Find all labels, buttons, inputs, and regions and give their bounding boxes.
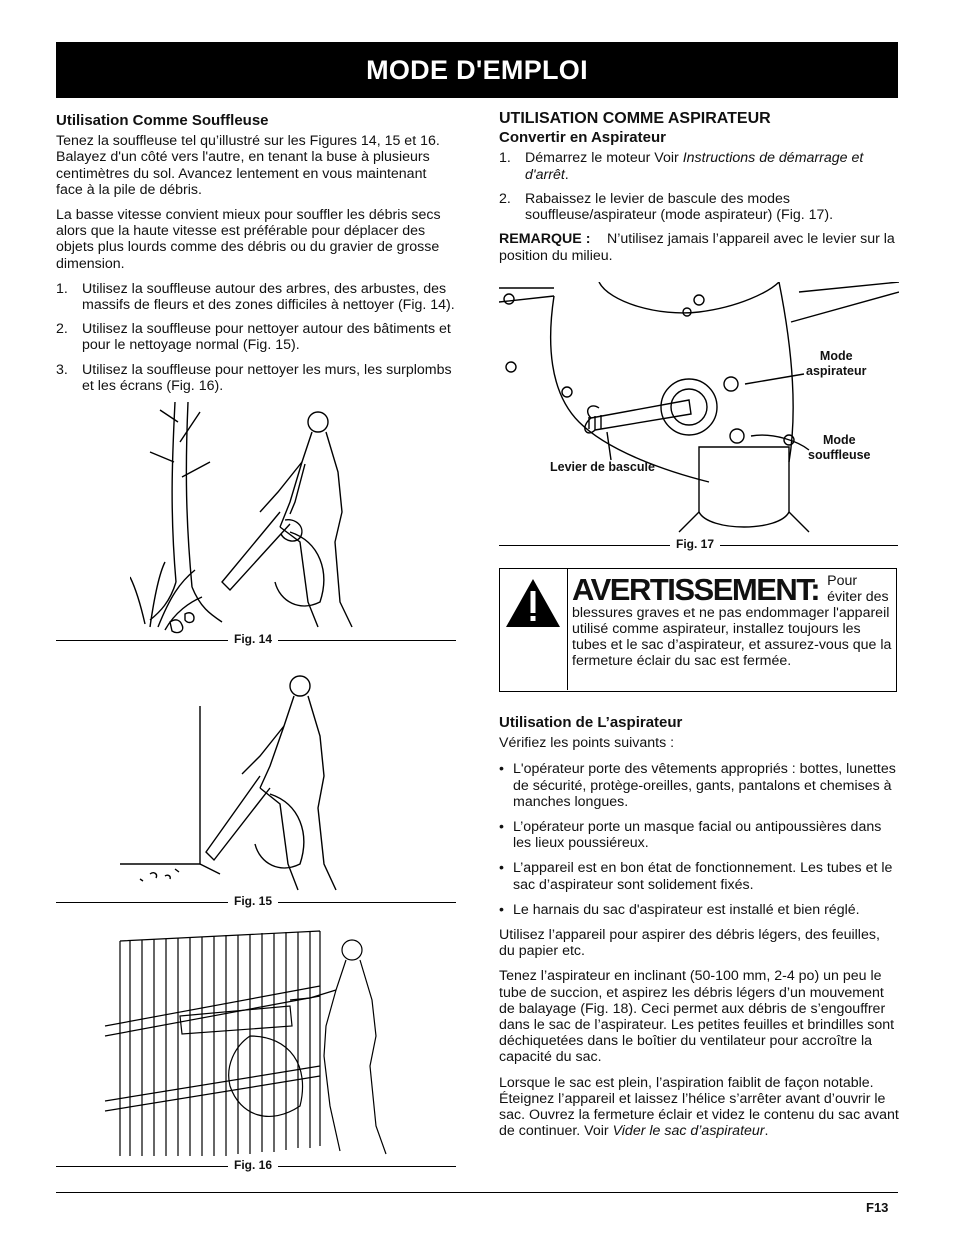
callout-mode-aspirateur: Mode aspirateur <box>806 349 867 378</box>
warning-box <box>499 568 897 692</box>
note-text: N’utilisez jamais l’appareil avec le levier sur la position du milieu. <box>499 231 895 264</box>
usage-para-c: Lorsque le sac est plein, l’aspiration faiblit de façon notable. Éteignez l’appareil et laissez l’hélice s’arrêter avant d’ouvrir le sac. Ouvrez la fermeture éclair et videz le contenu du sac avant de continuer. Voir Vider le sac d’aspirateur. <box>499 1074 899 1140</box>
fig14-illustration <box>130 402 380 638</box>
warning-triangle-icon <box>500 569 566 690</box>
list-item: 2. Utilisez la souffleuse pour nettoyer autour des bâtiments et pour le nettoyage normal (Fig. 15). <box>56 321 451 354</box>
fig17-illustration <box>499 282 899 544</box>
warning-icon-cell <box>500 569 568 690</box>
fig14-caption: Fig. 14 <box>228 632 278 646</box>
callout-mode-souffleuse: Mode souffleuse <box>808 433 871 462</box>
list-item: 3. Utilisez la souffleuse pour nettoyer les murs, les surplombs et les écrans (Fig. 16). <box>56 361 452 394</box>
convert-step-1: 1. Démarrez le moteur Voir Instructions de démarrage et d'arrêt. <box>499 150 864 183</box>
right-column-bottom <box>499 715 899 1148</box>
list-item: • Le harnais du sac d'aspirateur est installé et bien réglé. <box>499 901 860 918</box>
banner-title: MODE D'EMPLOI <box>366 54 588 85</box>
check-intro: Vérifiez les points suivants : <box>499 735 675 752</box>
right-column-top <box>499 111 899 264</box>
usage-para-a: Utilisez l’appareil pour aspirer des débris légers, des feuilles, du papier etc. <box>499 927 880 960</box>
vacuum-heading: UTILISATION COMME ASPIRATEUR <box>499 110 771 127</box>
convert-subheading: Convertir en Aspirateur <box>499 129 666 147</box>
blower-steps <box>56 281 456 394</box>
usage-heading: Utilisation de L’aspirateur <box>499 714 683 731</box>
left-column <box>56 113 456 402</box>
warning-body: Pour éviter des blessures graves et ne pas endommager l'appareil utilisé comme aspirateur, installez toujours les tubes et le sac d’aspirateur, et assurez-vous que la fermeture éclair du sac est fermée. <box>572 573 892 669</box>
warning-text <box>572 573 894 669</box>
fig16-caption: Fig. 16 <box>228 1158 278 1172</box>
convert-step-2: 2. Rabaissez le levier de bascule des modes souffleuse/aspirateur (mode aspirateur) (Fig. 17). <box>499 190 834 224</box>
fig15-illustration <box>120 664 360 900</box>
warning-heading: AVERTISSEMENT: <box>572 572 820 607</box>
fig16-illustration <box>100 926 390 1160</box>
list-item: 1. Utilisez la souffleuse autour des arbres, des arbustes, des massifs de fleurs et des zones difficiles à nettoyer (Fig. 14). <box>56 280 455 314</box>
list-item: • L’appareil est en bon état de fonctionnement. Les tubes et le sac d’aspirateur sont solidement fixés. <box>499 860 893 893</box>
callout-levier: Levier de bascule <box>550 460 655 474</box>
list-item: • L’opérateur porte un masque facial ou antipoussières dans les lieux poussiéreux. <box>499 819 882 852</box>
blower-para-1: Tenez la souffleuse tel qu’illustré sur les Figures 14, 15 et 16. Balayez d'un côté vers l'autre, en tenant la buse à plusieurs centimètres du sol. Avancez lentement en vous maintenant face à la pile de débris. <box>56 133 440 198</box>
fig17-caption: Fig. 17 <box>670 537 720 551</box>
blower-para-2: La basse vitesse convient mieux pour souffler les débris secs alors que la haute vitesse est préférable pour déplacer des objets plus lourds comme des débris ou du gravier de grosse dimension. <box>56 207 441 272</box>
section-banner <box>56 42 898 98</box>
check-list <box>499 761 899 918</box>
fig15-caption: Fig. 15 <box>228 894 278 908</box>
list-item: • L'opérateur porte des vêtements appropriés : bottes, lunettes de sécurité, protège-oreilles, gants, pantalons et chemises à manches longues. <box>499 761 896 810</box>
footer-rule <box>56 1192 898 1193</box>
page-number: F13 <box>866 1200 889 1215</box>
blower-heading: Utilisation Comme Souffleuse <box>56 112 269 129</box>
usage-para-b: Tenez l’aspirateur en inclinant (50-100 mm, 2-4 po) un peu le tube de succion, et aspirez les débris légers d’un mouvement de balayage (Fig. 18). Ceci permet aux débris de s’engouffrer dans le sac de l’aspirateur. Les petites feuilles et brindilles sont déchiquetées dans le boîtier du ventilateur pour accroître la capacité du sac. <box>499 968 895 1066</box>
note-label: REMARQUE : <box>499 231 591 248</box>
